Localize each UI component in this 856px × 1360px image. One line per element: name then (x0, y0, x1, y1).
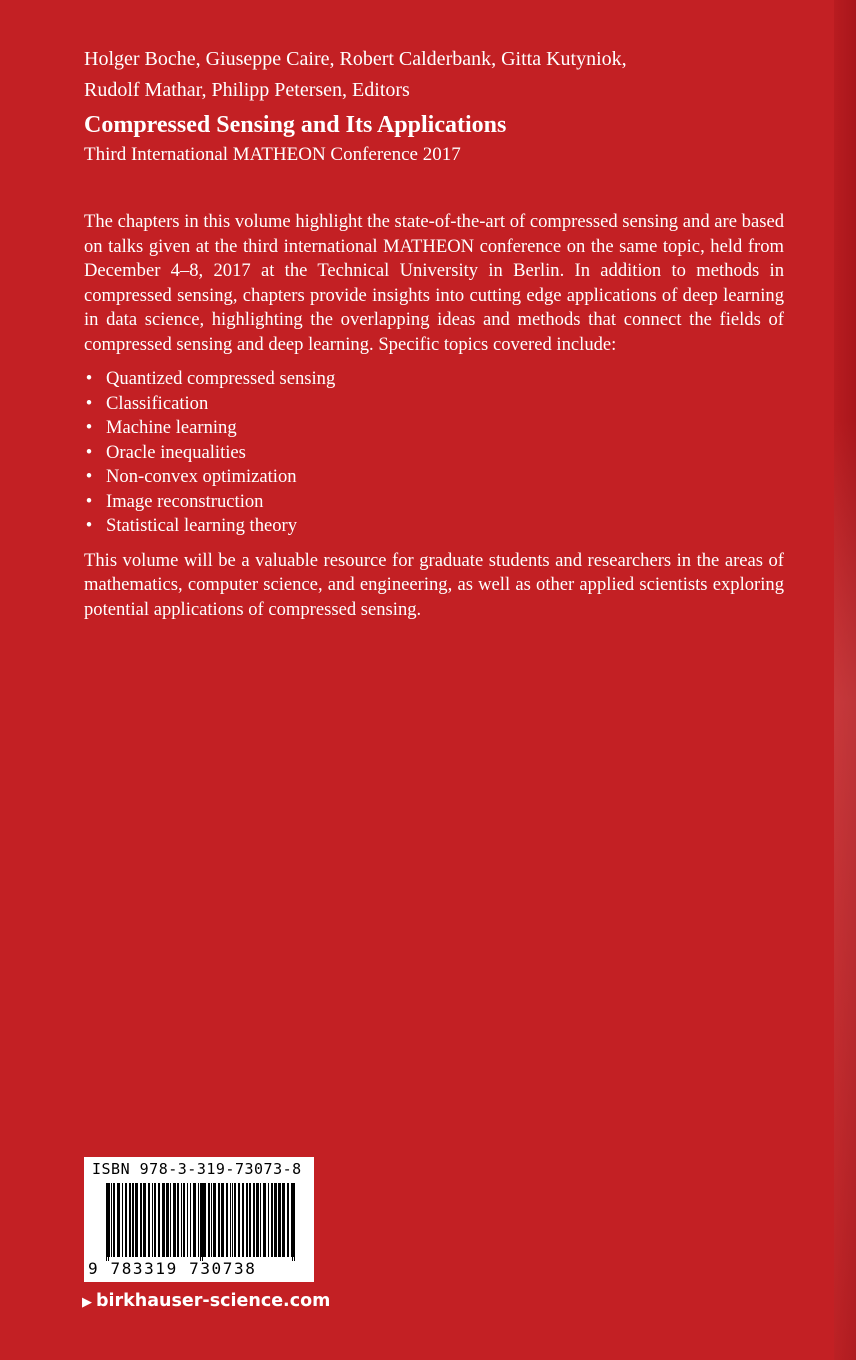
topic-item: • Classification (84, 392, 784, 417)
barcode-bar (201, 1183, 202, 1257)
topic-item: • Quantized compressed sensing (84, 367, 784, 392)
editors-line-1: Holger Boche, Giuseppe Caire, Robert Calderbank, Gitta Kutyniok, (84, 48, 627, 70)
barcode-bar (203, 1183, 206, 1257)
barcode-bar (129, 1183, 131, 1257)
barcode-bar (242, 1183, 244, 1257)
barcode-bar (125, 1183, 127, 1257)
barcode-bar (256, 1183, 259, 1257)
bullet-icon: • (85, 466, 93, 487)
barcode-bar (208, 1183, 210, 1257)
arrow-right-icon: ▶ (82, 1295, 92, 1310)
back-cover-text (84, 44, 784, 622)
barcode-guard-bar (202, 1183, 203, 1261)
topics-list (84, 367, 784, 539)
barcode-bar (268, 1183, 269, 1257)
barcode-bar (211, 1183, 212, 1257)
barcode-bar (177, 1183, 179, 1257)
barcode-bar (246, 1183, 248, 1257)
barcode-bar (113, 1183, 115, 1257)
topic-item: • Machine learning (84, 416, 784, 441)
barcode-bars (106, 1183, 296, 1261)
barcode-bar (278, 1183, 281, 1257)
bullet-icon: • (85, 515, 93, 536)
bullet-icon: • (85, 368, 93, 389)
barcode-bar (173, 1183, 176, 1257)
barcode-bar (198, 1183, 199, 1257)
editors-line-2: Rudolf Mathar, Philipp Petersen, Editors (84, 79, 410, 101)
topic-item: • Oracle inequalities (84, 441, 784, 466)
bullet-icon: • (85, 392, 93, 414)
barcode-bar (181, 1183, 182, 1257)
barcode-bar (274, 1183, 277, 1257)
barcode-bar (221, 1183, 224, 1257)
publisher-website[interactable] (82, 1291, 330, 1311)
editors (84, 44, 784, 106)
barcode-bar (287, 1183, 289, 1257)
barcode-bar (249, 1183, 251, 1257)
edge-highlight (834, 420, 856, 1360)
barcode-guard-bar (106, 1183, 107, 1261)
barcode-bar (183, 1183, 185, 1257)
barcode-bar (187, 1183, 188, 1257)
bullet-icon: • (85, 441, 93, 463)
barcode-digits: 9 783319 730738 (88, 1259, 257, 1278)
barcode-bar (253, 1183, 255, 1257)
barcode-bar (162, 1183, 165, 1257)
barcode-bar (260, 1183, 261, 1257)
barcode-bar (122, 1183, 123, 1257)
website-text: birkhauser-science.com (96, 1291, 331, 1311)
barcode-bar (230, 1183, 231, 1257)
barcode-guard-bar (294, 1183, 295, 1261)
bullet-icon: • (85, 417, 93, 438)
barcode-bar (148, 1183, 150, 1257)
barcode-bar (140, 1183, 142, 1257)
barcode-bar (170, 1183, 171, 1257)
barcode-bar (271, 1183, 273, 1257)
barcode-bar (166, 1183, 169, 1257)
barcode-bar (218, 1183, 220, 1257)
book-subtitle: Third International MATHEON Conference 2017 (84, 144, 461, 165)
barcode-guard-bar (108, 1183, 109, 1261)
barcode-bar (152, 1183, 153, 1257)
barcode-bar (282, 1183, 285, 1257)
barcode-bar (234, 1183, 236, 1257)
topic-item: • Non-convex optimization (84, 465, 784, 490)
barcode-bar (117, 1183, 120, 1257)
barcode-bar (226, 1183, 228, 1257)
book-title: Compressed Sensing and Its Applications (84, 112, 507, 138)
barcode-bar (193, 1183, 196, 1257)
isbn-label: ISBN 978-3-319-73073-8 (92, 1160, 302, 1178)
barcode-bar (111, 1183, 112, 1257)
barcode-bar (263, 1183, 266, 1257)
barcode-bar (132, 1183, 134, 1257)
barcode-guard-bar (292, 1183, 293, 1261)
barcode-bar (135, 1183, 138, 1257)
topic-item: • Image reconstruction (84, 490, 784, 515)
barcode-bar (154, 1183, 156, 1257)
topic-item: • Statistical learning theory (84, 514, 784, 539)
isbn-barcode (84, 1157, 314, 1282)
barcode-bar (213, 1183, 216, 1257)
barcode-bar (190, 1183, 191, 1257)
bullet-icon: • (85, 490, 93, 512)
description-paragraph-2: This volume will be a valuable resource for graduate students and researchers in the areas of mathematics, computer science, and engineering, as well as other applied scientists exploring potential applications of compressed sensing. (84, 549, 784, 620)
barcode-bar (158, 1183, 160, 1257)
barcode-bar (238, 1183, 240, 1257)
description-paragraph-1: The chapters in this volume highlight the state-of-the-art of compressed sensing and are based on talks given at the third international MATHEON conference on the same topic, held from December 4–8, 2017 at the Technical University in Berlin. In addition to methods in compressed sensing, chapters provide insights into cutting edge applications of deep learning in data science, highlighting the overlapping ideas and methods that connect the fields of compressed sensing and deep learning. Specific topics covered include: (84, 211, 784, 355)
barcode-guard-bar (200, 1183, 201, 1261)
barcode-bar (143, 1183, 146, 1257)
barcode-bar (109, 1183, 110, 1257)
barcode-bar (232, 1183, 233, 1257)
